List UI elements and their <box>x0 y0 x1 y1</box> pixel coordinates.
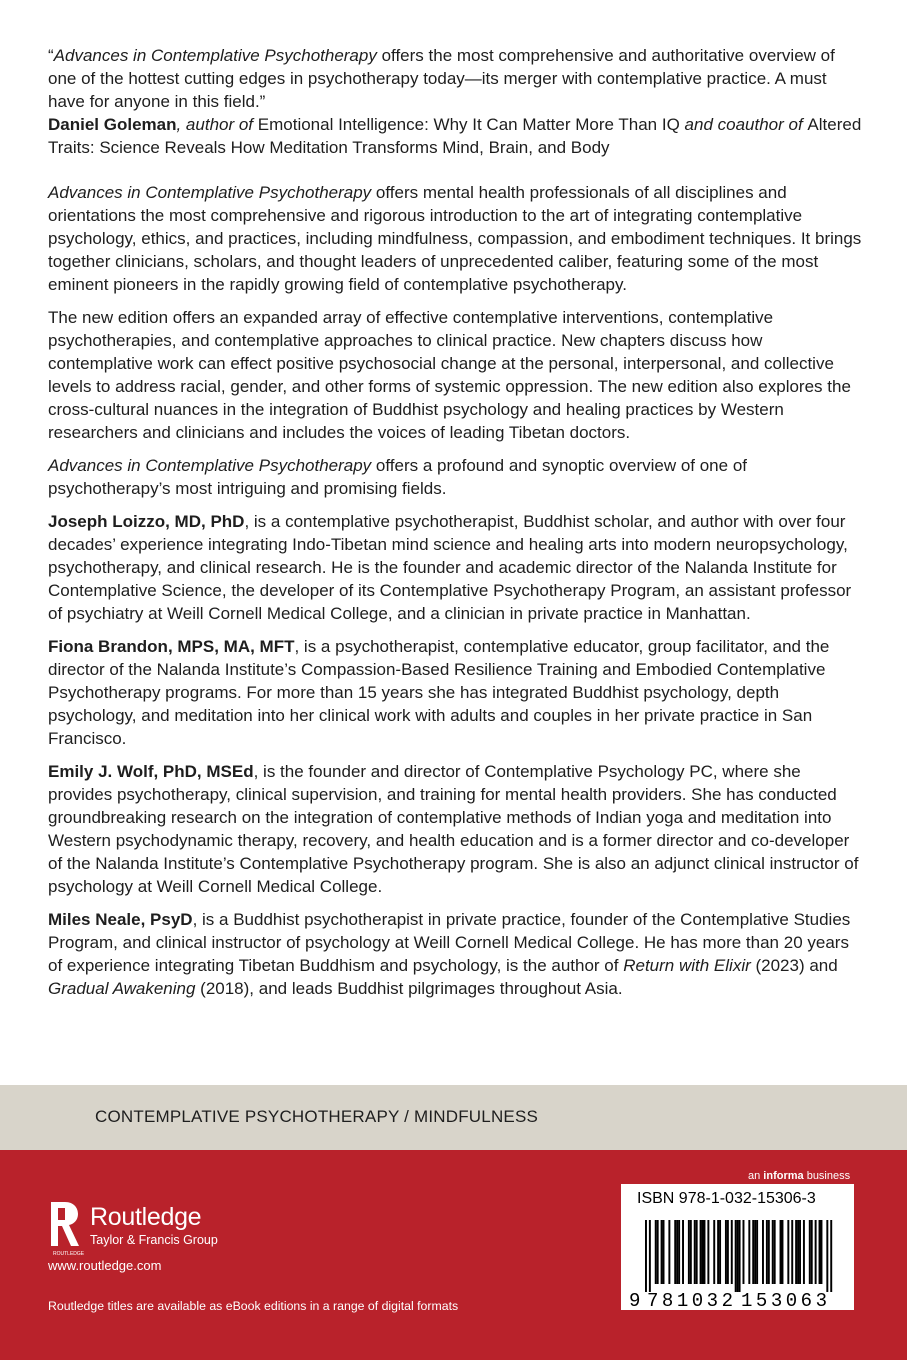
barcode-bar <box>704 1220 706 1284</box>
bio-loizzo: Joseph Loizzo, MD, PhD, is a contemplative psychotherapist, Buddhist scholar, and author with over four decades’ experience integrating Indo-Tibetan mind science and healing arts into modern neuropsychology, psychotherapy, and clinical research. He is the founder and academic director of the Nalanda Institute for Contemplative Science, the developer of its Contemplative Psychotherapy Program, an assistant professor of psychiatry at Weill Cornell Medical College, and a clinician in private practice in Manhattan. <box>48 512 852 623</box>
barcode-bar <box>657 1220 659 1284</box>
barcode-bar <box>743 1220 745 1284</box>
publisher-name: Routledge <box>90 1203 202 1231</box>
barcode-bar <box>674 1220 676 1284</box>
neale-book-2: Gradual Awakening <box>48 979 196 998</box>
barcode-bar <box>739 1220 741 1292</box>
barcode-bar <box>661 1220 663 1284</box>
barcode-bar <box>780 1220 782 1284</box>
bio-neale: Miles Neale, PsyD, is a Buddhist psychotherapist in private practice, founder of the Contemplative Studies Program, and clinical instructor of psychology at Weill Cornell Medical College. He has more than 20 years of experience integrating Tibetan Buddhism and psychology, is the author of Return with Elixir (2023) and Gradual Awakening (2018), and leads Buddhist pilgrimages throughout Asia. <box>48 910 851 998</box>
routledge-logo <box>48 1199 238 1259</box>
barcode-bar <box>663 1220 665 1284</box>
barcode-bar <box>797 1220 799 1284</box>
barcode-bar <box>690 1220 692 1284</box>
barcode-bar <box>682 1220 684 1284</box>
routledge-logo-mark <box>48 1199 88 1259</box>
quote-text: offers the most comprehensive and authoritative overview of one of the hottest cutting edges in psychotherapy today—its merger with contemplative practice. A must have for anyone in this field.” <box>48 46 835 111</box>
barcode-bar <box>782 1220 784 1284</box>
editor-name: Fiona Brandon, MPS, MA, MFT <box>48 637 295 656</box>
subject-category: CONTEMPLATIVE PSYCHOTHERAPY / MINDFULNESS <box>95 1107 539 1126</box>
barcode-bar <box>688 1220 690 1284</box>
endorsement <box>48 44 866 159</box>
ebook-note: Routledge titles are available as eBook editions in a range of digital formats <box>48 1299 459 1313</box>
barcode-bar <box>700 1220 702 1284</box>
barcode-bar <box>754 1220 756 1284</box>
barcode-bar <box>727 1220 729 1284</box>
endorser-book-2: Altered Traits: Science Reveals How Meditation Transforms Mind, Brain, and Body <box>48 115 862 157</box>
barcode-bar <box>756 1220 758 1284</box>
barcode-bar <box>830 1220 832 1292</box>
barcode-bar <box>748 1220 750 1284</box>
barcode-bar <box>725 1220 727 1284</box>
barcode-bar <box>809 1220 811 1284</box>
barcode-bar <box>772 1220 774 1284</box>
bio-wolf: Emily J. Wolf, PhD, MSEd, is the founder and director of Contemplative Psychology PC, where she provides psychotherapy, clinical supervision, and training for mental health providers. She has conducted groundbreaking research on the integration of contemplative methods of Indian yoga and meditation into Western psychodynamic therapy, recovery, and health education and is a former director and co-developer of the Nalanda Institute’s Contemplative Psychotherapy program. She is also an adjunct clinical instructor of psychology at Weill Cornell Medical College. <box>48 762 859 896</box>
isbn-label: ISBN 978-1-032-15306-3 <box>637 1190 816 1207</box>
barcode-bar <box>645 1220 647 1292</box>
endorser-book-1: Emotional Intelligence: Why It Can Matter More Than IQ <box>257 115 680 134</box>
barcode-bar <box>668 1220 670 1284</box>
book-title: Advances in Contemplative Psychotherapy <box>48 456 372 475</box>
barcode-bar <box>791 1220 793 1284</box>
barcode-bar <box>787 1220 789 1284</box>
editor-name: Miles Neale, PsyD <box>48 910 193 929</box>
informa-line: an informa business <box>748 1170 851 1182</box>
barcode-bar <box>737 1220 739 1292</box>
barcode-bar <box>735 1220 737 1292</box>
barcode-bar <box>702 1220 704 1284</box>
barcode-bar <box>731 1220 733 1284</box>
barcode-bar <box>799 1220 801 1284</box>
barcode-lead-digit: 9 <box>629 1290 641 1310</box>
bio-brandon: Fiona Brandon, MPS, MA, MFT, is a psychotherapist, contemplative educator, group facilitator, and the director of the Nalanda Institute’s Compassion-Based Resilience Training and Embodied Contemplative Psychotherapy programs. For more than 15 years she has integrated Buddhist psychology, depth psychology, and meditation into her clinical work with adults and couples in her private practice in San Francisco. <box>48 637 830 748</box>
informa-brand: informa <box>763 1170 804 1182</box>
barcode-bar <box>676 1220 678 1284</box>
barcode-bar <box>719 1220 721 1284</box>
barcode-bar <box>649 1220 651 1292</box>
barcode-bar <box>819 1220 821 1284</box>
neale-book-1: Return with Elixir <box>623 956 751 975</box>
barcode-right-digits: 153063 <box>741 1290 827 1310</box>
description-paragraph-2: The new edition offers an expanded array of effective contemplative interventions, contemplative psychotherapies, and contemplative approaches to clinical practice. New chapters discuss how contemplative work can effect positive psychosocial change at the personal, interpersonal, and collective levels to address racial, gender, and other forms of systemic oppression. The new edition also explores the cross-cultural nuances in the integration of Buddhist psychology and healing practices by Western researchers and clinicians and includes the voices of leading Tibetan doctors. <box>48 308 851 442</box>
barcode-bar <box>717 1220 719 1284</box>
endorser-role: , author of <box>176 115 258 134</box>
barcode-bar <box>762 1220 764 1284</box>
editor-name: Emily J. Wolf, PhD, MSEd <box>48 762 254 781</box>
barcode-bar <box>826 1220 828 1292</box>
barcode-left-digits: 781032 <box>647 1290 733 1310</box>
barcode-bar <box>655 1220 657 1284</box>
quote-book-title: Advances in Contemplative Psychotherapy <box>53 46 377 65</box>
barcode-bar <box>713 1220 715 1284</box>
barcode-graphic <box>621 1184 854 1310</box>
barcode-bar <box>694 1220 696 1284</box>
endorser-name: Daniel Goleman <box>48 115 177 134</box>
back-cover-text <box>48 44 866 1010</box>
isbn-barcode <box>621 1184 854 1310</box>
category-band <box>0 1085 907 1150</box>
barcode-bar <box>774 1220 776 1284</box>
description-paragraph-1: Advances in Contemplative Psychotherapy offers mental health professionals of all disciplines and orientations the most comprehensive and rigorous introduction to the art of integrating contemplative psychology, ethics, and practices, including mindfulness, compassion, and embodiment techniques. It brings together clinicians, scholars, and thought leaders of unprecedented caliber, featuring some of the most eminent pioneers in the rapidly growing field of contemplative psychotherapy. <box>48 183 862 294</box>
endorser-role-2: and coauthor of <box>679 115 808 134</box>
barcode-bar <box>707 1220 709 1284</box>
barcode-bar <box>696 1220 698 1284</box>
barcode-bars <box>645 1220 832 1292</box>
barcode-bar <box>766 1220 768 1284</box>
logo-vertical-text: ROUTLEDGE <box>53 1251 85 1257</box>
barcode-bar <box>752 1220 754 1284</box>
publisher-group: Taylor & Francis Group <box>90 1233 218 1247</box>
barcode-bar <box>821 1220 823 1284</box>
barcode-bar <box>811 1220 813 1284</box>
publisher-url: www.routledge.com <box>48 1258 162 1273</box>
description-paragraph-3: Advances in Contemplative Psychotherapy offers a profound and synoptic overview of one of psychotherapy’s most intriguing and promising fields. <box>48 456 747 498</box>
publisher-band <box>0 1150 907 1360</box>
barcode-bar <box>678 1220 680 1284</box>
barcode-bar <box>795 1220 797 1284</box>
barcode-bar <box>803 1220 805 1284</box>
quote-mark: “ <box>48 46 54 65</box>
editor-name: Joseph Loizzo, MD, PhD <box>48 512 245 531</box>
barcode-bar <box>815 1220 817 1284</box>
barcode-bar <box>768 1220 770 1284</box>
book-title: Advances in Contemplative Psychotherapy <box>48 183 372 202</box>
